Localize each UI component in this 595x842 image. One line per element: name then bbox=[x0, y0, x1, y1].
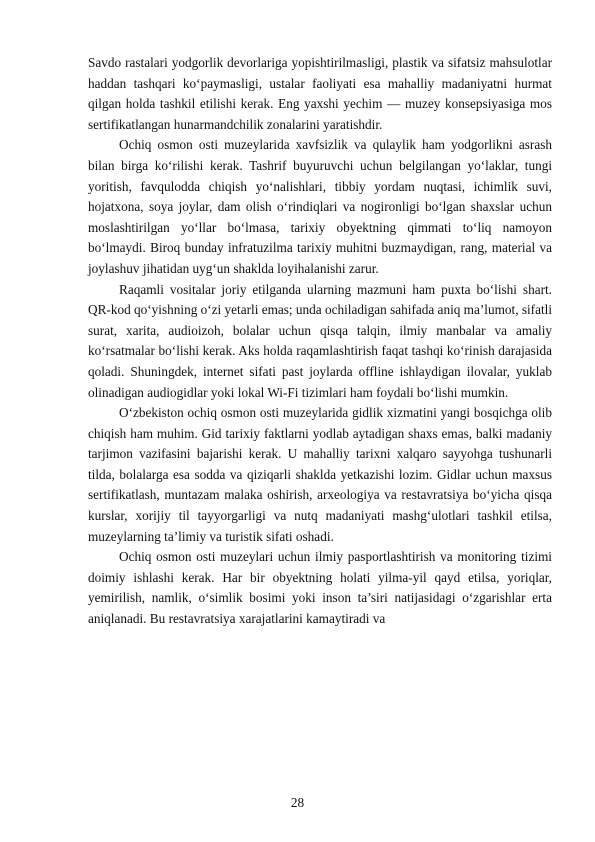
paragraph-5: Ochiq osmon osti muzeylari uchun ilmiy pasportlashtirish va monitoring tizimi doimiy ishlashi kerak. Har bir obyektning holati yilma-yil qayd etilsa, yoriqlar, yemirilish, namlik, o‘simlik bosimi yoki inson ta’siri natijasidagi o‘zgarishlar erta aniqlanadi. Bu restavratsiya xarajatlarini kamaytiradi va bbox=[88, 549, 552, 627]
paragraph-3: Raqamli vositalar joriy etilganda ularning mazmuni ham puxta bo‘lishi shart. QR-kod qo‘yishning o‘zi yetarli emas; unda ochiladigan sahifada aniq ma’lumot, sifatli surat, xarita, audioizoh, bolalar uchun qisqa talqin, ilmiy manbalar va amaliy ko‘rsatmalar bo‘lishi kerak. Aks holda raqamlashtirish faqat tashqi ko‘rinish darajasida qoladi. Shuningdek, internet sifati past joylarda offline ishlaydigan ilovalar, yuklab olinadigan audiogidlar yoki lokal Wi-Fi tizimlari ham foydali bo‘lishi mumkin. bbox=[88, 281, 553, 400]
page-number: 28 bbox=[290, 795, 305, 810]
paragraph-1: Savdo rastalari yodgorlik devorlariga yopishtirilmasligi, plastik va sifatsiz mahsulotlar haddan tashqari ko‘paymasligi, ustalar faoliyati esa mahalliy madaniyatni hurmat qilgan holda tashkil etilishi kerak. Eng yaxshi yechim — muzey konsepsiyasiga mos sertifikatlangan hunarmandchilik zonalarini yaratishdir. bbox=[88, 55, 552, 132]
paragraph-4: O‘zbekiston ochiq osmon osti muzeylarida gidlik xizmatini yangi bosqichga olib chiqish ham muhim. Gid tarixiy faktlarni yodlab aytadigan shaxs emas, balki madaniy tarjimon vazifasini bajarishi kerak. U mahalliy tarixni xalqaro sayyohga tushunarli tilda, bolalarga esa sodda va qiziqarli shaklda yetkazishi lozim. Gidlar uchun maxsus sertifikatlash, muntazam malaka oshirish, arxeologiya va restavratsiya bo‘yicha qisqa kurslar, xorijiy til tayyorgarligi va nutq madaniyati mashg‘ulotlari tashkil etilsa, muzeylarning ta’limiy va turistik sifati oshadi. bbox=[88, 405, 552, 544]
paragraph-2: Ochiq osmon osti muzeylarida xavfsizlik va qulaylik ham yodgorlikni asrash bilan birga ko‘rilishi kerak. Tashrif buyuruvchi uchun belgilangan yo‘laklar, tungi yoritish, favqulodda chiqish yo‘nalishlari, tibbiy yordam nuqtasi, ichimlik suvi, hojatxona, soya joylar, dam olish o‘rindiqlari va nogironligi bo‘lgan shaxslar uchun moslashtirilgan yo‘llar bo‘lmasa, tarixiy obyektning qimmati to‘liq namoyon bo‘lmaydi. Biroq bunday infratuzilma tarixiy muhitni buzmaydigan, rang, material va joylashuv jihatidan uyg‘un shaklda loyihalanishi zarur. bbox=[88, 137, 552, 276]
document-body bbox=[88, 53, 552, 630]
